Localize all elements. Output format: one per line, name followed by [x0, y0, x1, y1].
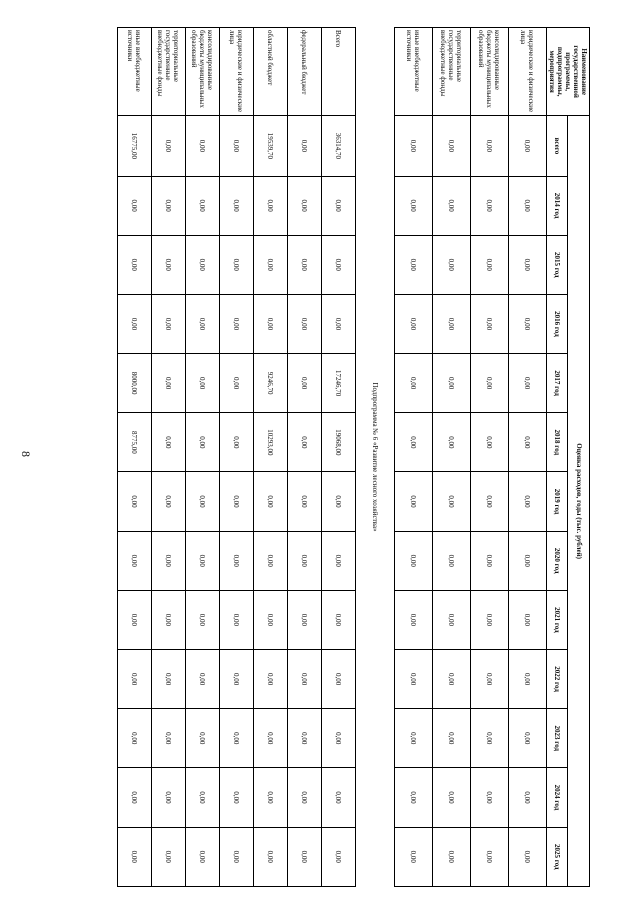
value-cell: 0,00 — [433, 235, 471, 294]
value-cell: 0,00 — [471, 235, 509, 294]
value-cell: 0,00 — [288, 472, 322, 531]
value-cell: 0,00 — [152, 354, 186, 413]
value-cell: 0,00 — [186, 472, 220, 531]
row-label: юридические и физические лица — [509, 28, 547, 116]
value-cell: 0,00 — [433, 531, 471, 590]
value-cell: 0,00 — [118, 176, 152, 235]
table-row — [471, 28, 509, 887]
year-column-header: 2017 год — [547, 354, 569, 413]
row-label: территориальные государственные внебюджетные фонды — [433, 28, 471, 116]
value-cell: 0,00 — [433, 827, 471, 886]
value-cell: 0,00 — [395, 413, 433, 472]
value-cell: 0,00 — [186, 235, 220, 294]
value-cell: 0,00 — [322, 590, 356, 649]
value-cell: 0,00 — [118, 294, 152, 353]
year-column-header: 2025 год — [547, 827, 569, 886]
table-row — [152, 28, 186, 887]
subprogram-caption-row — [356, 28, 395, 887]
value-cell: 0,00 — [152, 235, 186, 294]
value-cell: 0,00 — [220, 590, 254, 649]
year-column-header: 2021 год — [547, 590, 569, 649]
year-column-header: 2014 год — [547, 176, 569, 235]
value-cell: 0,00 — [152, 472, 186, 531]
value-cell: 0,00 — [152, 768, 186, 827]
value-cell: 36314,70 — [322, 116, 356, 176]
value-cell: 0,00 — [220, 650, 254, 709]
year-header-row — [547, 28, 569, 887]
value-cell: 0,00 — [220, 413, 254, 472]
value-cell: 0,00 — [509, 413, 547, 472]
value-cell: 0,00 — [433, 590, 471, 649]
value-cell: 0,00 — [152, 531, 186, 590]
value-cell: 0,00 — [152, 176, 186, 235]
value-cell: 0,00 — [433, 294, 471, 353]
value-cell: 0,00 — [254, 531, 288, 590]
value-cell: 0,00 — [322, 709, 356, 768]
bottom-section — [118, 28, 356, 887]
table-row — [186, 28, 220, 887]
row-label: федеральный бюджет — [288, 28, 322, 116]
value-cell: 19539,70 — [254, 116, 288, 176]
value-cell: 0,00 — [220, 294, 254, 353]
value-cell: 0,00 — [152, 294, 186, 353]
value-cell: 0,00 — [288, 413, 322, 472]
value-cell: 0,00 — [509, 709, 547, 768]
table-row — [395, 28, 433, 887]
value-cell: 0,00 — [395, 709, 433, 768]
value-cell: 0,00 — [433, 413, 471, 472]
table-row — [254, 28, 288, 887]
value-cell: 0,00 — [118, 650, 152, 709]
row-label: Всего — [322, 28, 356, 116]
year-column-header: 2016 год — [547, 294, 569, 353]
value-cell: 0,00 — [471, 413, 509, 472]
value-cell: 0,00 — [118, 590, 152, 649]
value-cell: 0,00 — [288, 116, 322, 176]
row-label: консолидированные бюджеты муниципальных образований — [471, 28, 509, 116]
value-cell: 0,00 — [433, 472, 471, 531]
table-row — [322, 28, 356, 887]
table-row — [220, 28, 254, 887]
value-cell: 0,00 — [471, 827, 509, 886]
value-cell: 0,00 — [288, 294, 322, 353]
value-cell: 8000,00 — [118, 354, 152, 413]
value-cell: 0,00 — [471, 116, 509, 176]
estimate-header: Оценка расходов, годы (тыс. рублей) — [568, 116, 590, 887]
value-cell: 0,00 — [395, 354, 433, 413]
value-cell: 0,00 — [395, 768, 433, 827]
value-cell: 0,00 — [433, 709, 471, 768]
value-cell: 8775,00 — [118, 413, 152, 472]
value-cell: 19068,00 — [322, 413, 356, 472]
value-cell: 0,00 — [395, 650, 433, 709]
row-label: иные внебюджетные источники — [118, 28, 152, 116]
value-cell: 0,00 — [471, 294, 509, 353]
value-cell: 0,00 — [152, 590, 186, 649]
value-cell: 0,00 — [471, 650, 509, 709]
value-cell: 0,00 — [186, 827, 220, 886]
value-cell: 0,00 — [322, 827, 356, 886]
value-cell: 0,00 — [254, 827, 288, 886]
subprogram-title: Подпрограмма № 6 «Развитие лесного хозяйства» — [356, 28, 395, 887]
value-cell: 0,00 — [220, 354, 254, 413]
value-cell: 0,00 — [288, 531, 322, 590]
year-column-header: 2018 год — [547, 413, 569, 472]
value-cell: 0,00 — [186, 531, 220, 590]
value-cell: 0,00 — [509, 176, 547, 235]
value-cell: 0,00 — [395, 235, 433, 294]
value-cell: 0,00 — [509, 294, 547, 353]
year-column-header: 2022 год — [547, 650, 569, 709]
value-cell: 0,00 — [152, 650, 186, 709]
value-cell: 0,00 — [254, 768, 288, 827]
value-cell: 0,00 — [288, 590, 322, 649]
value-cell: 0,00 — [118, 827, 152, 886]
value-cell: 0,00 — [288, 827, 322, 886]
value-cell: 0,00 — [220, 176, 254, 235]
page-number: 8 — [19, 451, 33, 457]
value-cell: 0,00 — [254, 590, 288, 649]
value-cell: 0,00 — [152, 827, 186, 886]
value-cell: 0,00 — [152, 116, 186, 176]
value-cell: 0,00 — [471, 472, 509, 531]
value-cell: 0,00 — [322, 235, 356, 294]
value-cell: 0,00 — [395, 472, 433, 531]
value-cell: 0,00 — [186, 354, 220, 413]
value-cell: 9246,70 — [254, 354, 288, 413]
value-cell: 17246,70 — [322, 354, 356, 413]
value-cell: 0,00 — [186, 709, 220, 768]
row-label: территориальные государственные внебюджетные фонды — [152, 28, 186, 116]
table-row — [433, 28, 471, 887]
value-cell: 0,00 — [471, 531, 509, 590]
value-cell: 0,00 — [322, 531, 356, 590]
value-cell: 0,00 — [254, 294, 288, 353]
value-cell: 0,00 — [509, 827, 547, 886]
value-cell: 0,00 — [395, 294, 433, 353]
value-cell: 0,00 — [395, 827, 433, 886]
value-cell: 0,00 — [288, 650, 322, 709]
year-column-header: всего — [547, 116, 569, 176]
value-cell: 0,00 — [118, 235, 152, 294]
value-cell: 0,00 — [471, 176, 509, 235]
value-cell: 0,00 — [433, 354, 471, 413]
value-cell: 0,00 — [509, 531, 547, 590]
table-header-top — [568, 28, 590, 887]
value-cell: 0,00 — [509, 354, 547, 413]
value-cell: 0,00 — [118, 709, 152, 768]
value-cell: 0,00 — [509, 235, 547, 294]
value-cell: 0,00 — [509, 768, 547, 827]
value-cell: 0,00 — [220, 235, 254, 294]
value-cell: 0,00 — [220, 531, 254, 590]
value-cell: 0,00 — [433, 116, 471, 176]
value-cell: 0,00 — [220, 472, 254, 531]
value-cell: 0,00 — [152, 709, 186, 768]
value-cell: 0,00 — [395, 116, 433, 176]
value-cell: 0,00 — [288, 235, 322, 294]
value-cell: 0,00 — [254, 235, 288, 294]
value-cell: 0,00 — [433, 650, 471, 709]
value-cell: 0,00 — [186, 768, 220, 827]
value-cell: 0,00 — [395, 590, 433, 649]
value-cell: 0,00 — [322, 768, 356, 827]
value-cell: 0,00 — [509, 472, 547, 531]
value-cell: 0,00 — [220, 768, 254, 827]
year-column-header: 2024 год — [547, 768, 569, 827]
value-cell: 10293,00 — [254, 413, 288, 472]
row-label: иные внебюджетные источники — [395, 28, 433, 116]
year-column-header: 2015 год — [547, 235, 569, 294]
table-row — [288, 28, 322, 887]
value-cell: 0,00 — [186, 116, 220, 176]
year-column-header: 2023 год — [547, 709, 569, 768]
value-cell: 0,00 — [288, 176, 322, 235]
top-section — [395, 28, 547, 887]
value-cell: 0,00 — [395, 531, 433, 590]
rotated-table-container — [90, 27, 590, 887]
value-cell: 0,00 — [186, 176, 220, 235]
value-cell: 0,00 — [322, 294, 356, 353]
value-cell: 0,00 — [118, 768, 152, 827]
value-cell: 0,00 — [433, 768, 471, 827]
value-cell: 0,00 — [254, 650, 288, 709]
value-cell: 0,00 — [471, 354, 509, 413]
value-cell: 0,00 — [220, 116, 254, 176]
row-label: юридические и физические лица — [220, 28, 254, 116]
value-cell: 0,00 — [220, 709, 254, 768]
value-cell: 0,00 — [509, 650, 547, 709]
value-cell: 0,00 — [288, 709, 322, 768]
value-cell: 0,00 — [471, 768, 509, 827]
value-cell: 0,00 — [288, 768, 322, 827]
value-cell: 0,00 — [288, 354, 322, 413]
value-cell: 0,00 — [322, 650, 356, 709]
value-cell: 0,00 — [433, 176, 471, 235]
row-label: областной бюджет — [254, 28, 288, 116]
value-cell: 0,00 — [322, 176, 356, 235]
value-cell: 0,00 — [471, 709, 509, 768]
value-cell: 0,00 — [186, 294, 220, 353]
row-label: консолидированные бюджеты муниципальных образований — [186, 28, 220, 116]
value-cell: 0,00 — [254, 472, 288, 531]
value-cell: 0,00 — [186, 413, 220, 472]
value-cell: 0,00 — [152, 413, 186, 472]
value-cell: 0,00 — [118, 472, 152, 531]
value-cell: 0,00 — [254, 709, 288, 768]
value-cell: 0,00 — [509, 590, 547, 649]
value-cell: 0,00 — [322, 472, 356, 531]
value-cell: 16775,00 — [118, 116, 152, 176]
table-row — [509, 28, 547, 887]
year-column-header: 2020 год — [547, 531, 569, 590]
value-cell: 0,00 — [254, 176, 288, 235]
name-column-header: Наименование государственной программы, подпрограммы, мероприятия — [547, 28, 590, 116]
expense-table — [117, 27, 590, 887]
value-cell: 0,00 — [509, 116, 547, 176]
value-cell: 0,00 — [186, 590, 220, 649]
value-cell: 0,00 — [471, 590, 509, 649]
year-column-header: 2019 год — [547, 472, 569, 531]
value-cell: 0,00 — [186, 650, 220, 709]
value-cell: 0,00 — [220, 827, 254, 886]
value-cell: 0,00 — [395, 176, 433, 235]
value-cell: 0,00 — [118, 531, 152, 590]
table-row — [118, 28, 152, 887]
